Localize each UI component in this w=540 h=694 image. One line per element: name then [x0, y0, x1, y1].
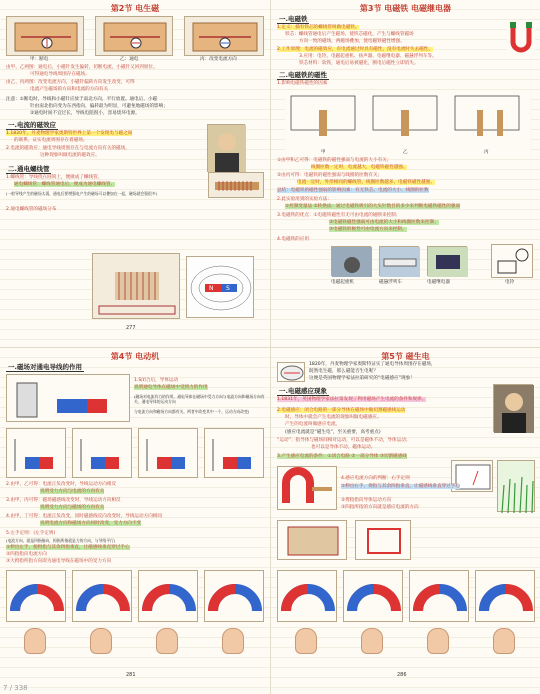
paragraph: 说明受力方向与电流的方向有关	[40, 489, 105, 494]
section-heading: 一.电磁铁	[279, 15, 308, 23]
paragraph: ③电磁铁的极性可由电流方向来控制。	[329, 227, 407, 232]
paragraph: 1.定义：插有铁芯的螺线管叫做电磁铁。	[277, 25, 360, 30]
app-image-maglev	[379, 246, 419, 276]
note: 注意：①断电时，导线和小磁针应放于南北方向，平行放置。通电后，小磁	[6, 97, 158, 102]
paragraph: 3.由甲、丙可得：磁场磁感线改变时，导线运动方向相反	[6, 498, 121, 503]
section-heading: 二.通电螺线管	[8, 165, 50, 173]
page-magnetism-produces-electricity	[270, 347, 540, 694]
caption-b: 乙：通电	[120, 57, 139, 62]
app-caption: 电铃	[505, 280, 515, 285]
note: ②通电时间不宜过长，导线电阻很小，容易烧坏电源。	[30, 111, 140, 116]
paragraph: 电流产生磁场的方向和电流的方向有关	[30, 87, 109, 92]
note: (磁场对电流有力的作用，通电导体在磁场中受力方向与电流方向和磁场方向有关，通电导体的运动方向	[134, 394, 265, 404]
paragraph: 2.此实验用到的实验方法：	[277, 197, 332, 202]
paragraph: 4.由甲、丁可得：电流正负改变，同时磁感线反向改变时，导线运动方向相同	[6, 514, 162, 519]
u-magnet-image	[507, 20, 535, 56]
paragraph: 说明通电导体在磁场中受到力的作用	[134, 385, 208, 390]
paragraph: 总结：电磁铁的磁性强弱的影响因素：有无铁芯、电流的大小、线圈的匝数	[277, 188, 429, 193]
paragraph: 电流一定时，外形相同的螺线管，线圈匝数越多，电磁铁磁性越强。	[297, 180, 435, 185]
paragraph: 由甲、乙两图：通电后，小磁针发生偏转，切断电流，小磁针又回到原位。	[6, 65, 158, 70]
diagram-caption: 甲	[321, 150, 326, 155]
paragraph: 3.应用：电铃、电磁起重机、扬声器、电磁继电器、磁悬浮列车等。	[299, 54, 437, 59]
paragraph: ③四指所指的方向就是感应电流的方向	[341, 505, 419, 510]
note: (电流方向，就是四指指向，拇指所指就是力的方向，与导线平行)	[6, 538, 116, 543]
paragraph: 5.左手定则：(左手定则)	[6, 531, 56, 536]
solenoid-image	[208, 172, 264, 198]
paragraph: 产生的电流叫做感应电流。	[285, 422, 341, 427]
page-title: 第5节 磁生电	[381, 352, 430, 361]
paragraph: 1.1831年，英国物理学家法拉第发现了利用磁场产生电流的条件和规律。	[277, 397, 427, 402]
paragraph: 方向一致的磁场，两磁场叠加，使电磁铁磁性增强。	[299, 39, 405, 44]
left-hand-icon	[24, 628, 46, 654]
note: (感应电流就是“磁生电”，至关重要，高考重点)	[285, 430, 381, 435]
page-title: 第3节 电磁铁 电磁继电器	[359, 4, 452, 13]
paragraph: 由乙、丙两图：改变电流方向，小磁针偏转方向发生改变，可得	[6, 80, 135, 85]
left-hand-rule-image-4	[204, 570, 264, 622]
paragraph: 这便是英国物理学家法拉第研究的“电磁感应”现象！	[309, 376, 415, 381]
paragraph: ①伸出左手，使拇指与其余四指垂直，让磁感线垂直穿过手心	[6, 545, 130, 550]
paragraph: 也可以是导体不动，磁体运动。	[311, 445, 376, 450]
svg-text:S: S	[226, 285, 230, 292]
experiment-image-a	[6, 16, 84, 56]
page-electricity-produces-magnetism	[0, 0, 270, 347]
section-heading: 一.电磁感应现象	[279, 387, 327, 395]
caption-c: 丙：改变电流方向	[200, 57, 237, 62]
right-hand-icon	[427, 628, 449, 654]
paragraph: 2.电磁感应：闭合电路的一部分导体在磁场中做切割磁感线运动	[277, 408, 406, 413]
app-image-crane	[331, 246, 371, 276]
paragraph: 2.由甲、乙可得：电流正负改变时，导线运动方向相反	[6, 482, 117, 487]
paragraph: 可得通电导线周围存在磁场。	[30, 72, 90, 77]
section-heading: 一.磁场对通电导线的作用	[8, 363, 82, 371]
oersted-portrait	[207, 124, 245, 172]
paragraph: ②由丙可得：电磁铁的磁性强弱与线圈的匝数有关；	[277, 173, 383, 178]
left-hand-rule-image-2	[72, 570, 132, 622]
bar-magnet-field-image	[186, 256, 254, 318]
paragraph: “运动”：指导体与磁场间相对运动，可以是磁体不动，导体运动；	[277, 438, 411, 443]
right-hand-rule-image-2	[343, 570, 403, 622]
diagram-caption: 丙	[484, 150, 489, 155]
paragraph: 1.螺线管：导线绕在圆筒上，便做成了螺线管。	[6, 175, 103, 180]
experiment-image-b	[95, 16, 173, 56]
right-hand-rule-image-4	[475, 570, 535, 622]
paragraph: ②四指指向电流方向	[6, 552, 47, 557]
paragraph: 1.影响电磁铁磁性的因素	[277, 81, 328, 86]
paragraph: 1820年，丹麦物理学家奥斯特证实了通电导体周围存在磁场，	[309, 362, 436, 367]
page-number: 286	[397, 672, 407, 678]
right-hand-rule-image-3	[409, 570, 469, 622]
left-hand-rule-image-1	[6, 570, 66, 622]
paragraph: 4.电磁铁的应用	[277, 237, 309, 242]
page-electric-motor	[0, 347, 270, 694]
svg-text:N: N	[209, 285, 214, 292]
app-caption: 电磁起重机	[331, 280, 354, 285]
app-image-bell	[491, 244, 533, 278]
left-hand-icon	[90, 628, 112, 654]
right-hand-icon	[493, 628, 515, 654]
paragraph: 说明电流方向和磁场方向同时改变，受力方向不变	[40, 521, 142, 526]
paragraph: 时，导体中就会产生电流的现象叫做电磁感应。	[285, 415, 382, 420]
page-title: 第4节 电动机	[110, 352, 160, 361]
paragraph: 的联系，证实电流周围存在着磁场。	[14, 138, 88, 143]
paragraph: 1.1820年，丹麦物理学家奥斯特世界上第一个发现电与磁之间	[6, 131, 133, 136]
paragraph: 2.工作原理：电流的磁效应，有电流通过时具有磁性，没有电流时失去磁性。	[277, 47, 433, 52]
caption-a: 甲：断电	[30, 57, 49, 62]
induction-magnet-image	[277, 466, 337, 510]
right-hand-rule-image-1	[277, 570, 337, 622]
motor-experiment-image-1	[6, 374, 130, 422]
app-image-relay	[427, 246, 467, 276]
section-heading: 二.电磁铁的磁性	[279, 71, 327, 79]
paragraph: 铁芯：螺线管通电后产生磁场，使铁芯磁化，产生与螺线管磁场	[285, 32, 414, 37]
note: 针由南北指向变为东西指向，偏转最为明显，可避免地磁场的影响；	[30, 104, 168, 109]
motor-experiment-b	[72, 428, 132, 478]
paragraph: 4.感应电流方向的判断：右手定则	[341, 476, 410, 481]
paragraph: ②电磁铁磁性强弱可由电流的大小和线圈匝数来控制；	[329, 220, 439, 225]
left-hand-rule-image-3	[138, 570, 198, 622]
electromagnet-experiment-diagram	[285, 92, 531, 150]
paragraph: 通电螺线管：螺线管通电后，便成为通电螺线管。	[14, 182, 116, 187]
grass-image	[497, 460, 535, 512]
paragraph: 3.产生感应电流的条件：①闭合电路 ②一部分导体 ③切割磁感线	[277, 454, 407, 459]
experiment-image-c	[184, 16, 264, 56]
loop-image	[355, 520, 411, 560]
page-counter: 7 / 338	[3, 684, 28, 692]
paragraph: 铁芯材料：软铁，通电后易被磁化，断电后磁性立即消失。	[299, 61, 419, 66]
note: (一般导线产生的磁场太弱，通电后要增强电产生的磁场可以叠加在一起，磁场就会强很多)	[6, 191, 158, 196]
paragraph: 3.电磁铁的优点：①电磁铁磁性有无可由电流的通断来控制；	[277, 213, 401, 218]
paragraph: ①由甲和乙可得：电磁铁的磁性强弱与电流的大小有关；	[277, 158, 392, 163]
app-caption: 磁悬浮列车	[379, 280, 402, 285]
section-heading: 一.电流的磁效应	[8, 121, 56, 129]
paragraph: 这种现象叫做电流的磁效应。	[40, 153, 100, 158]
paragraph: ②拇指指向导体运动方向	[341, 498, 392, 503]
compass-image	[277, 362, 305, 382]
paragraph: ①控制变量法 ②转换法：通过电磁铁吸引的大头针数目的多少来判断电磁铁磁性的强弱	[285, 204, 461, 209]
motor-experiment-c	[138, 428, 198, 478]
paragraph: ③大拇指所指方向即为通电导线在磁场中的受力方向	[6, 559, 112, 564]
page-electromagnet	[270, 0, 540, 347]
paragraph: ①伸出右手，拇指与其余四指垂直，让磁感线垂直穿过手心	[341, 484, 460, 489]
page-number: 281	[126, 672, 136, 678]
page-number: 277	[126, 325, 136, 331]
coil-image	[277, 520, 347, 560]
paragraph: 1.S闭合后，导体运动	[134, 378, 179, 383]
paragraph: 说明受力方向与磁场的方向有关	[40, 505, 105, 510]
right-hand-icon	[295, 628, 317, 654]
note: 与电流方向和磁场方向都有关，两者中改变其中一个，运动方向改变)	[134, 409, 250, 414]
left-hand-icon	[156, 628, 178, 654]
app-caption: 电磁继电器	[427, 280, 450, 285]
paragraph: 既然电生磁，那么磁能否生电呢？	[309, 369, 378, 374]
diagram-caption: 乙	[403, 150, 408, 155]
motor-experiment-a	[6, 428, 66, 478]
paragraph: 2.电流的磁效应：通电导线周围存在与电流方向有关的磁场，	[6, 146, 130, 151]
solenoid-field-image	[92, 253, 180, 319]
right-hand-icon	[361, 628, 383, 654]
paragraph: 2.通电螺线管的磁场分布	[6, 207, 57, 212]
paragraph: 线圈匝数一定时，电流越大，电磁铁磁性越强。	[311, 165, 408, 170]
page-title: 第2节 电生磁	[110, 4, 160, 13]
motor-experiment-d	[204, 428, 264, 478]
left-hand-icon	[222, 628, 244, 654]
faraday-portrait	[493, 384, 533, 432]
